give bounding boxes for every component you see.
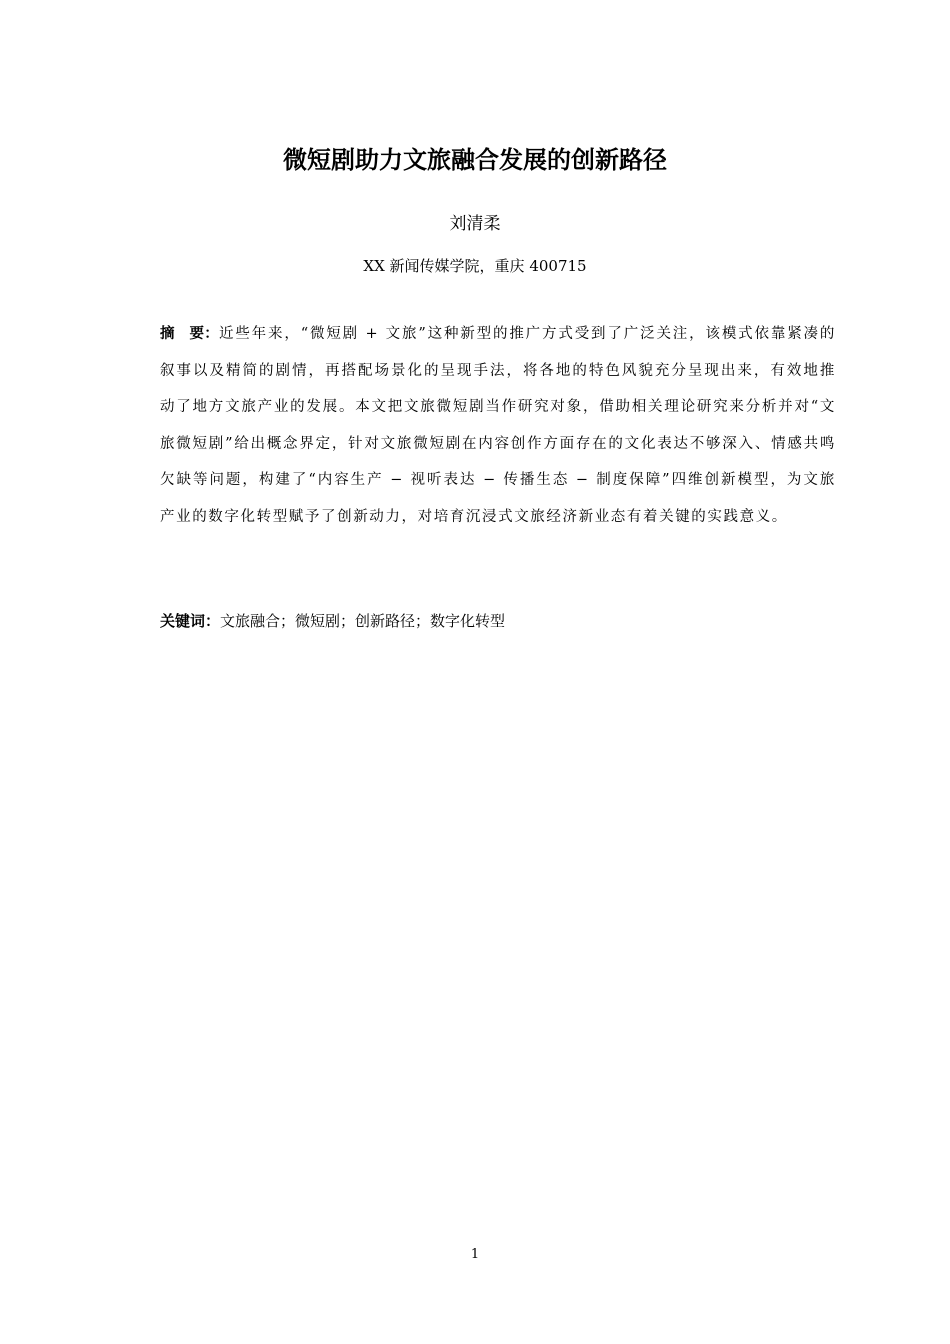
keywords-label: 关键词： — [160, 612, 221, 630]
paper-title: 微短剧助力文旅融合发展的创新路径 — [283, 146, 667, 174]
author-name: 刘清柔 — [449, 214, 501, 234]
abstract-paragraph — [160, 316, 836, 535]
page-number: 1 — [470, 1247, 480, 1262]
keywords-text: 文旅融合；微短剧；创新路径；数字化转型 — [220, 612, 506, 630]
abstract-label: 摘 要： — [160, 326, 219, 342]
author-affiliation: XX 新闻传媒学院，重庆 400715 — [363, 257, 587, 275]
abstract-text: 近些年来，“微短剧 + 文旅”这种新型的推广方式受到了广泛关注，该模式依靠紧凑的叙事以及精简的剧情，再搭配场景化的呈现手法，将各地的特色风貌充分呈现出来，有效地推动了地方文旅产业的发展。本文把文旅微短剧当作研究对象，借助相关理论研究来分析并对“文旅微短剧”给出概念界定，针对文旅微短剧在内容创作方面存在的文化表达不够深入、情感共鸣欠缺等问题，构建了“内容生产 − 视听表达 − 传播生态 − 制度保障”四维创新模型，为文旅产业的数字化转型赋予了创新动力，对培育沉浸式文旅经济新业态有着关键的实践意义。 — [160, 326, 836, 525]
keywords-line — [160, 606, 836, 636]
